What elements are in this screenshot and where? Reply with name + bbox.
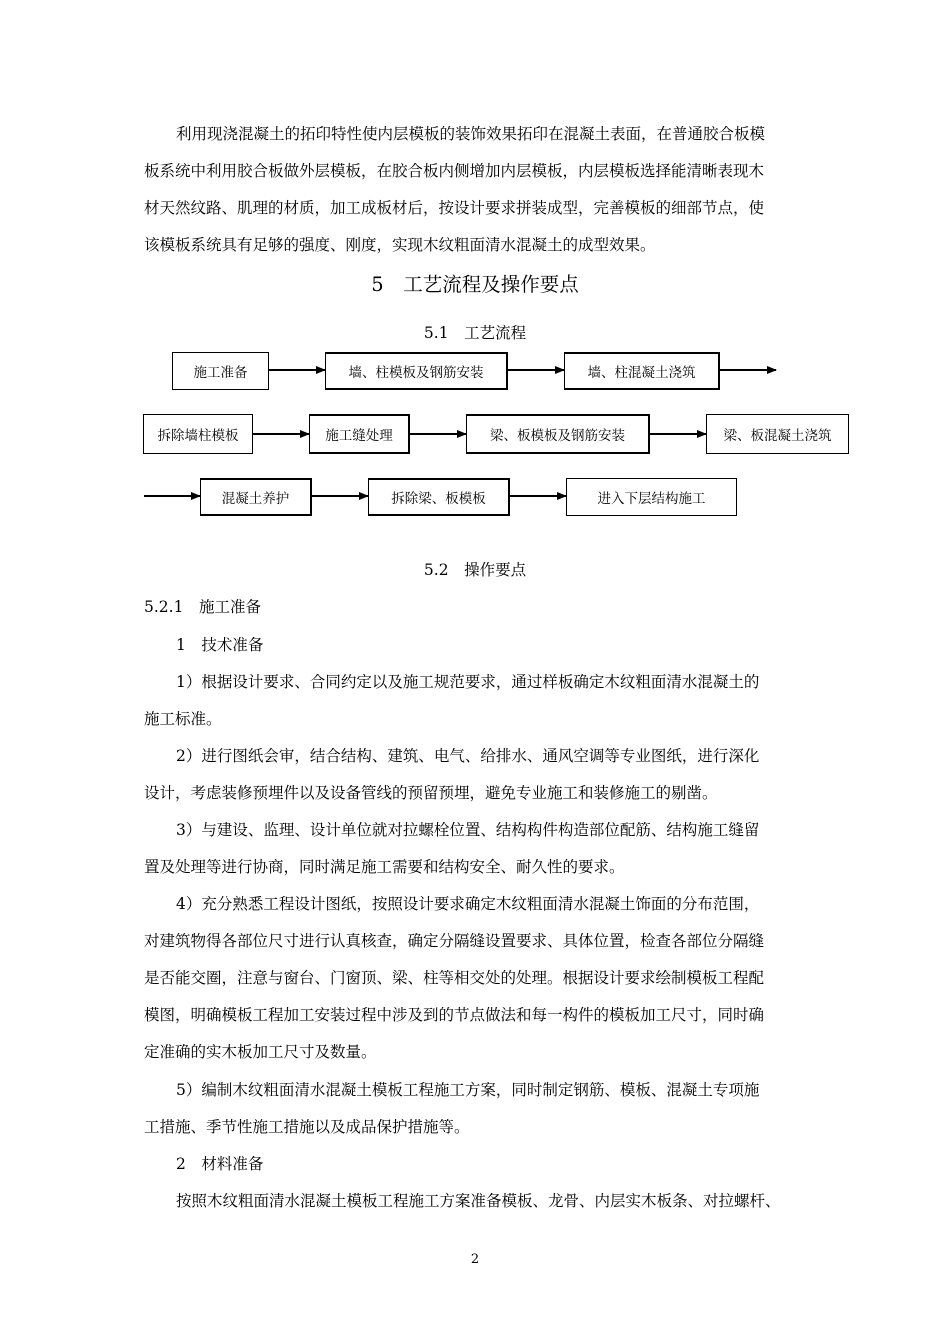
flow-step-remove-wall-formwork: 拆除墙柱模板	[143, 414, 253, 454]
item-5-line: 5）编制木纹粗面清水混凝土模板工程施工方案，同时制定钢筋、模板、混凝土专项施	[176, 1081, 760, 1099]
flow-step-wall-column-formwork: 墙、柱模板及钢筋安装	[325, 352, 508, 390]
section-5-heading: 5 工艺流程及操作要点	[371, 273, 579, 296]
flow-step-next-level: 进入下层结构施工	[566, 478, 737, 516]
item-4-line: 模图，明确模板工程加工安装过程中涉及到的节点做法和每一构件的模板加工尺寸，同时确	[144, 1006, 765, 1024]
item-4-line: 对建筑物得各部位尺寸进行认真核查，确定分隔缝设置要求、具体位置，检查各部位分隔缝	[144, 932, 765, 950]
section-5-2-heading: 5.2 操作要点	[423, 561, 527, 579]
text-line: 利用现浇混凝土的拓印特性使内层模板的装饰效果拓印在混凝土表面，在普通胶合板模	[176, 125, 766, 143]
item-3-line: 置及处理等进行协商，同时满足施工需要和结构安全、耐久性的要求。	[144, 858, 625, 876]
subsection-tech-prep: 1 技术准备	[176, 636, 264, 654]
item-4-line: 4）充分熟悉工程设计图纸，按照设计要求确定木纹粗面清水混凝土饰面的分布范围，	[176, 895, 760, 913]
item-1-line: 施工标准。	[144, 710, 222, 728]
flow-step-joint-treatment: 施工缝处理	[309, 414, 410, 454]
item-5-line: 工措施、季节性施工措施以及成品保护措施等。	[144, 1118, 470, 1136]
material-line: 按照木纹粗面清水混凝土模板工程施工方案准备模板、龙骨、内层实木板条、对拉螺杆、	[176, 1192, 781, 1210]
section-5-2-1-heading: 5.2.1 施工准备	[144, 598, 261, 616]
item-1-line: 1）根据设计要求、合同约定以及施工规范要求，通过样板确定木纹粗面清水混凝土的	[176, 673, 760, 691]
item-2-line: 设计，考虑装修预埋件以及设备管线的预留预埋，避免专业施工和装修施工的剔凿。	[144, 784, 718, 802]
section-5-1-heading: 5.1 工艺流程	[423, 324, 527, 342]
subsection-material-prep: 2 材料准备	[176, 1155, 264, 1173]
text-line: 材天然纹路、肌理的材质，加工成板材后，按设计要求拼装成型，完善模板的细部节点，使	[144, 199, 765, 217]
flow-step-curing: 混凝土养护	[200, 478, 312, 516]
flow-step-remove-beam-formwork: 拆除梁、板模板	[368, 478, 510, 516]
item-4-line: 是否能交圈，注意与窗台、门窗顶、梁、柱等相交处的处理。根据设计要求绘制模板工程配	[144, 969, 765, 987]
text-line: 该模板系统具有足够的强度、刚度，实现木纹粗面清水混凝土的成型效果。	[144, 236, 656, 254]
flow-step-beam-slab-formwork: 梁、板模板及钢筋安装	[466, 414, 650, 454]
flow-step-wall-column-pour: 墙、柱混凝土浇筑	[564, 352, 720, 390]
text-line: 板系统中利用胶合板做外层模板，在胶合板内侧增加内层模板，内层模板选择能清晰表现木	[144, 162, 765, 180]
flow-step-beam-slab-pour: 梁、板混凝土浇筑	[706, 414, 849, 454]
flow-step-construction-prep: 施工准备	[172, 352, 269, 390]
page-number: 2	[470, 1252, 480, 1267]
item-4-line: 定准确的实木板加工尺寸及数量。	[144, 1043, 377, 1061]
item-3-line: 3）与建设、监理、设计单位就对拉螺栓位置、结构构件构造部位配筋、结构施工缝留	[176, 821, 760, 839]
item-2-line: 2）进行图纸会审，结合结构、建筑、电气、给排水、通风空调等专业图纸，进行深化	[176, 747, 760, 765]
flow-arrows	[0, 0, 950, 540]
